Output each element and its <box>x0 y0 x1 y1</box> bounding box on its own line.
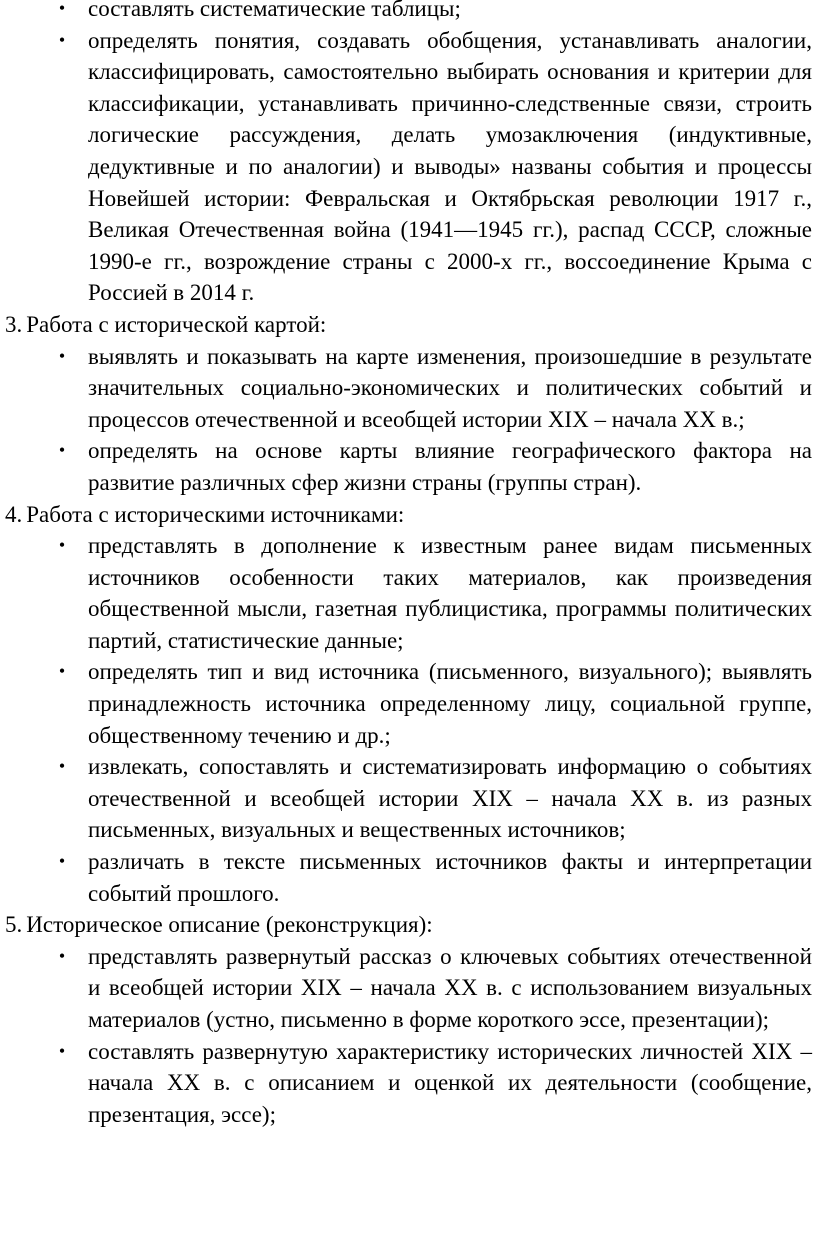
section-title: Работа с исторической картой: <box>26 311 327 337</box>
bullet-icon: • <box>58 851 66 872</box>
bullet-text: извлекать, сопоставлять и систематизировать информацию о событиях отечественной и всеобщей истории XIX – начала XX в. из разных письменных, визуальных и вещественных источников; <box>88 754 812 843</box>
section-heading-map <box>0 309 816 341</box>
bullet-icon: • <box>58 345 66 366</box>
bullet-item <box>0 656 816 751</box>
bullet-icon: • <box>58 29 66 50</box>
section-title: Работа с историческими источниками: <box>26 501 405 527</box>
bullet-icon: • <box>58 1040 66 1061</box>
section-number: 5. <box>5 912 23 938</box>
bullet-item <box>0 530 816 656</box>
bullet-icon: • <box>58 0 66 18</box>
bullet-icon: • <box>58 945 66 966</box>
bullet-text: составлять развернутую характеристику исторических личностей XIX – начала XX в. с описанием и оценкой их деятельности (сообщение, презентация, эссе); <box>88 1038 812 1127</box>
section-number: 3. <box>5 311 23 337</box>
bullet-item <box>0 1036 816 1131</box>
bullet-text: представлять развернутый рассказ о ключевых событиях отечественной и всеобщей истории XIX – начала XX в. с использованием визуальных материалов (устно, письменно в форме короткого эссе, презентации); <box>88 943 812 1032</box>
bullet-icon: • <box>58 756 66 777</box>
bullet-item <box>0 435 816 498</box>
bullet-text: определять тип и вид источника (письменного, визуального); выявлять принадлежность источника определенному лицу, социальной группе, общественному течению и др.; <box>88 659 812 748</box>
bullet-text: выявлять и показывать на карте изменения, произошедшие в результате значительных социально-экономических и политических событий и процессов отечественной и всеобщей истории XIX – начала XX в.; <box>88 343 812 432</box>
section-heading-sources <box>0 499 816 531</box>
bullet-icon: • <box>58 440 66 461</box>
bullet-item <box>0 941 816 1036</box>
bullet-item <box>0 0 816 25</box>
bullet-item <box>0 25 816 309</box>
bullet-text: различать в тексте письменных источников факты и интерпретации событий прошлого. <box>88 849 812 906</box>
section-title: Историческое описание (реконструкция): <box>26 912 433 938</box>
bullet-text: определять на основе карты влияние географического фактора на развитие различных сфер жизни страны (группы стран). <box>88 438 812 495</box>
bullet-text: представлять в дополнение к известным ранее видам письменных источников особенности таких материалов, как произведения общественной мысли, газетная публицистика, программы политических партий, статистические данные; <box>88 533 812 653</box>
section-number: 4. <box>5 501 23 527</box>
bullet-icon: • <box>58 661 66 682</box>
bullet-text: определять понятия, создавать обобщения, устанавливать аналогии, классифицировать, самостоятельно выбирать основания и критерии для классификации, устанавливать причинно-следственные связи, строить логические рассуждения, делать умозаключения (индуктивные, дедуктивные и по аналогии) и выводы» названы события и процессы Новейшей истории: Февральская и Октябрьская революции 1917 г., Великая Отечественная война (1941—1945 гг.), распад СССР, сложные 1990-е гг., возрождение страны с 2000-х гг., воссоединение Крыма с Россией в 2014 г. <box>88 27 812 306</box>
section-heading-description <box>0 909 816 941</box>
bullet-icon: • <box>58 535 66 556</box>
bullet-item <box>0 751 816 846</box>
bullet-text: составлять систематические таблицы; <box>88 0 461 21</box>
bullet-item <box>0 846 816 909</box>
bullet-item <box>0 341 816 436</box>
